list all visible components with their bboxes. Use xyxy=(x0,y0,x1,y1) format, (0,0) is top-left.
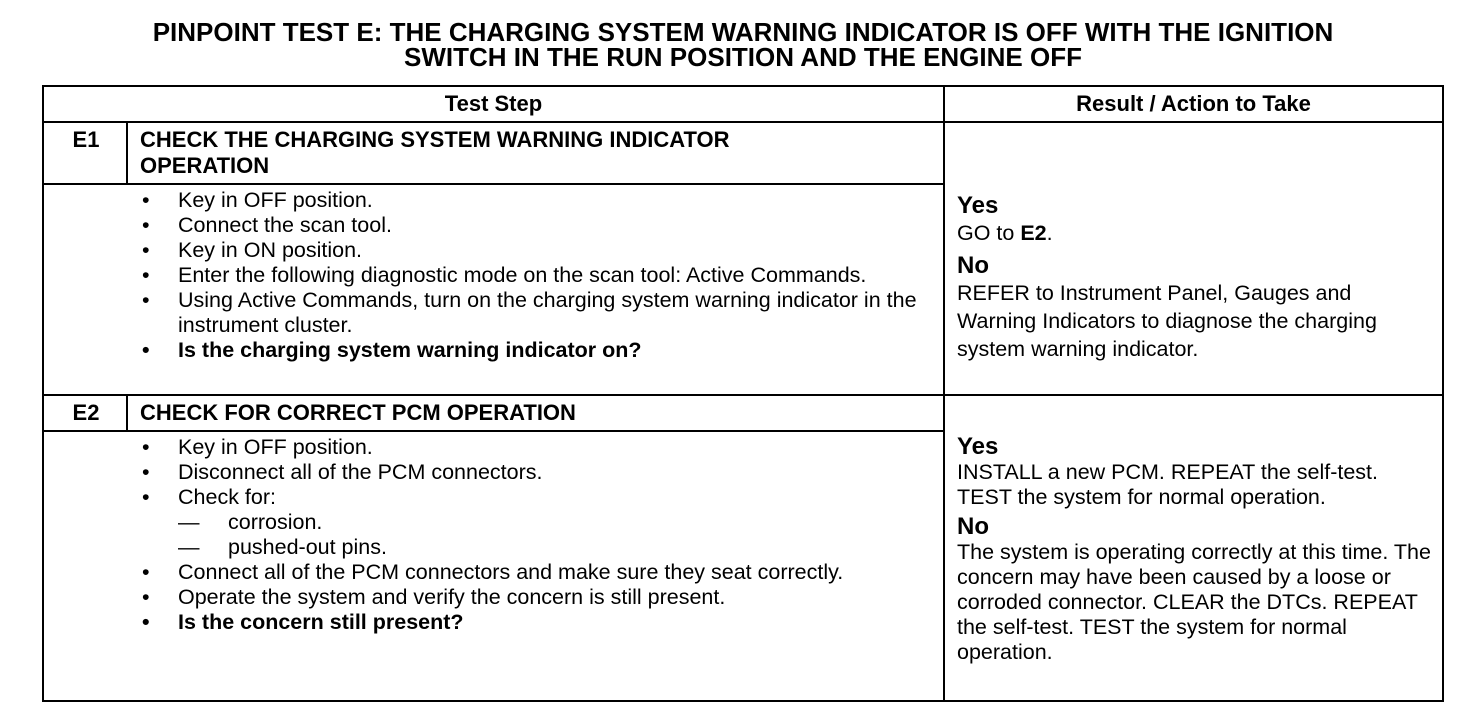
list-item-question: • Is the charging system warning indicator on? xyxy=(142,338,642,362)
result-no-label: No xyxy=(957,252,989,279)
result-no-text: REFER to Instrument Panel, Gauges and Warning Indicators to diagnose the charging system warning indicator. xyxy=(957,281,1377,361)
list-item: • Check for: xyxy=(142,485,276,509)
list-item: • Using Active Commands, turn on the charging system warning indicator in the instrument cluster. xyxy=(142,288,917,337)
title-line-1: PINPOINT TEST E: THE CHARGING SYSTEM WARNING INDICATOR IS OFF WITH THE IGNITION xyxy=(152,17,1334,47)
list-item-question: • Is the concern still present? xyxy=(142,610,464,634)
step-id-e1: E1 xyxy=(72,127,100,152)
row-divider xyxy=(44,394,1442,396)
result-yes-text: INSTALL a new PCM. REPEAT the self-test. TEST the system for normal operation. xyxy=(957,460,1378,509)
step-title-e1-line2: OPERATION xyxy=(140,153,270,178)
step-list-e1 xyxy=(140,188,920,363)
result-yes-label: Yes xyxy=(957,433,999,460)
list-item: • Disconnect all of the PCM connectors. xyxy=(142,460,543,484)
row-divider xyxy=(44,183,943,185)
header-result-action: Result / Action to Take xyxy=(1076,91,1311,116)
pinpoint-test-table xyxy=(42,85,1444,702)
result-no-text: The system is operating correctly at this time. The concern may have been caused by a loose or corroded connector. CLEAR the DTCs. REPEAT the self-test. TEST the system for normal operation. xyxy=(957,540,1431,664)
result-yes-label: Yes xyxy=(957,192,999,219)
step-title-e1 xyxy=(140,127,730,179)
page-title xyxy=(0,17,1472,72)
result-no-label: No xyxy=(957,513,989,540)
list-item: • Connect the scan tool. xyxy=(142,213,392,237)
header-test-step: Test Step xyxy=(444,91,543,116)
list-item: • Operate the system and verify the concern is still present. xyxy=(142,585,726,609)
list-item: • Enter the following diagnostic mode on the scan tool: Active Commands. xyxy=(142,263,867,287)
list-item: • Key in OFF position. xyxy=(142,435,373,459)
row-divider xyxy=(44,430,943,432)
step-title-e2: CHECK FOR CORRECT PCM OPERATION xyxy=(140,400,576,425)
result-yes-text: GO to E2. xyxy=(957,221,1053,245)
list-subitem: — corrosion. xyxy=(178,510,323,534)
result-e1 xyxy=(957,193,1437,369)
step-list-e2 xyxy=(140,435,920,635)
step-title-e1-line1: CHECK THE CHARGING SYSTEM WARNING INDICATOR xyxy=(140,127,730,152)
list-item: • Key in OFF position. xyxy=(142,188,373,212)
result-e2 xyxy=(957,434,1437,671)
step-id-e2: E2 xyxy=(72,400,100,425)
list-subitem: — pushed-out pins. xyxy=(178,535,387,559)
list-item: • Key in ON position. xyxy=(142,238,363,262)
list-item: • Connect all of the PCM connectors and make sure they seat correctly. xyxy=(142,560,844,584)
title-line-2: SWITCH IN THE RUN POSITION AND THE ENGINE OFF xyxy=(404,42,1082,72)
